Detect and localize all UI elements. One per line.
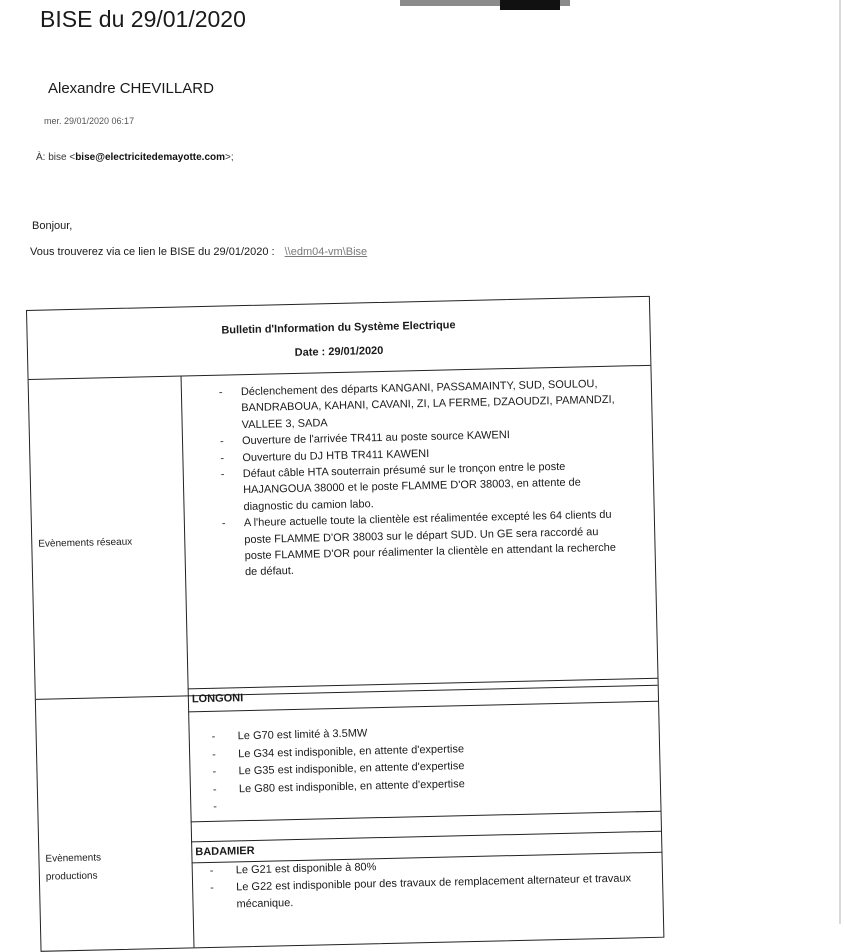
- email-title: BISE du 29/01/2020: [40, 6, 246, 32]
- bulletin-table: [26, 296, 664, 952]
- email-recipient: [36, 152, 234, 163]
- bulletin-date: Date : 29/01/2020: [294, 344, 384, 359]
- bise-link[interactable]: \\edm04-vm\Bise: [284, 246, 368, 258]
- recipient-prefix: À: bise <: [36, 152, 76, 163]
- email-intro: [30, 246, 367, 258]
- recipient-address: bise@electricitedemayotte.com: [75, 152, 226, 163]
- list-item: - Le G80 est indisponible, en attente d'expertise: [213, 772, 633, 799]
- list-item: - Le G70 est limité à 3.5MW: [212, 719, 632, 746]
- list-item: - Le G35 est indisponible, en attente d'expertise: [212, 754, 632, 781]
- email-datetime: mer. 29/01/2020 06:17: [44, 116, 135, 126]
- longoni-header: [188, 678, 658, 713]
- badamier-items: [210, 853, 651, 914]
- label-productions: [45, 849, 101, 886]
- list-item: - Le G34 est indisponible, en attente d'expertise: [212, 737, 632, 764]
- longoni-divider: [191, 811, 661, 823]
- email-greeting: Bonjour,: [32, 220, 73, 232]
- intro-text: Vous trouverez via ce lien le BISE du 29/01/2020 :: [30, 246, 275, 258]
- recipient-suffix: >;: [225, 152, 234, 163]
- list-item: - Le G22 est indisponible pour des travaux de remplacement alternateur et travaux mécanique.: [210, 870, 651, 914]
- reseau-events: [219, 376, 623, 582]
- bulletin-title: Bulletin d'Information du Système Electrique: [221, 319, 456, 337]
- longoni-items: [212, 719, 633, 799]
- page-edge: [839, 0, 841, 924]
- list-item: - Le G21 est disponible à 80%: [210, 853, 650, 880]
- list-item: - Déclenchement des départs KANGANI, PASSAMAINTY, SUD, SOULOU, BANDRABOUA, KAHANI, CAVANI, ZI, LA FERME, DZAOUDZI, PAMANDZI, VALLEE 3, SADA: [219, 376, 620, 434]
- label-reseaux: Evènements réseaux: [38, 536, 133, 550]
- badamier-title: BADAMIER: [195, 844, 255, 859]
- label-productions-line1: Evènements: [45, 852, 102, 865]
- bulletin-header: [27, 297, 650, 380]
- list-item: - Ouverture de l'arrivée TR411 au poste source KAWENI: [220, 425, 620, 450]
- list-item: - A l'heure actuelle toute la clientèle est réalimentée excepté les 64 clients du poste FLAMME D'OR 38003 sur le départ SUD. Un GE sera raccordé au poste FLAMME D'OR pour réalimenter la clientèle en attendant la recherche de défaut.: [222, 507, 623, 582]
- list-item: - Ouverture du DJ HTB TR411 KAWENI: [220, 441, 620, 466]
- list-item: - Défaut câble HTA souterrain présumé sur le tronçon entre le poste HAJANGOUA 38000 et le poste FLAMME D'OR 38003, en attente de diagnostic du camion labo.: [221, 458, 622, 516]
- longoni-title: LONGONI: [191, 692, 244, 706]
- label-productions-line2: productions: [45, 870, 98, 883]
- scan-redaction: [500, 0, 560, 10]
- email-sender: Alexandre CHEVILLARD: [48, 80, 214, 97]
